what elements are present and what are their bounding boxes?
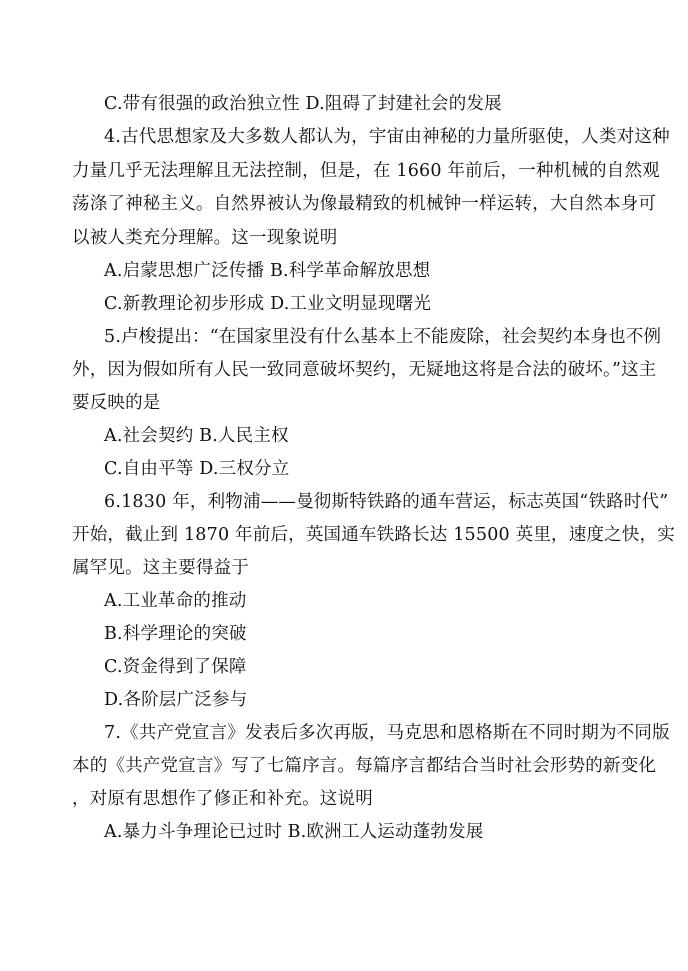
question-6-line-1: 6.1830 年，利物浦——曼彻斯特铁路的通车营运，标志英国“铁路时代” (104, 492, 669, 512)
option-q6-a: A.工业革命的推动 (104, 591, 247, 611)
option-q6-d: D.各阶层广泛参与 (104, 690, 248, 710)
option-line-q3-cd: C.带有很强的政治独立性 D.阻碍了封建社会的发展 (104, 94, 502, 114)
question-5-line-1: 5.卢梭提出：“在国家里没有什么基本上不能废除，社会契约本身也不例 (104, 327, 662, 347)
question-7-line-3: ，对原有思想作了修正和补充。这说明 (72, 789, 373, 809)
option-line-q4-ab: A.启蒙思想广泛传播 B.科学革命解放思想 (104, 261, 431, 281)
question-4-line-3: 荡涤了神秘主义。自然界被认为像最精致的机械钟一样运转，大自然本身可 (72, 194, 657, 214)
question-4-line-2: 力量几乎无法理解且无法控制，但是，在 1660 年前后，一种机械的自然观 (72, 161, 660, 181)
question-4-line-4: 以被人类充分理解。这一现象说明 (72, 228, 338, 248)
option-q6-b: B.科学理论的突破 (104, 624, 247, 644)
question-6-line-3: 属罕见。这主要得益于 (72, 558, 249, 578)
question-4-line-1: 4.古代思想家及大多数人都认为，宇宙由神秘的力量所驱使，人类对这种 (104, 127, 670, 147)
question-5-line-2: 外，因为假如所有人民一致同意破坏契约，无疑地这将是合法的破坏。”这主 (72, 360, 657, 380)
option-q6-c: C.资金得到了保障 (104, 657, 247, 677)
question-5-line-3: 要反映的是 (72, 393, 161, 413)
option-line-q4-cd: C.新教理论初步形成 D.工业文明显现曙光 (104, 294, 432, 314)
question-7-line-2: 本的《共产党宣言》写了七篇序言。每篇序言都结合当时社会形势的新变化 (72, 756, 657, 776)
question-7-line-1: 7.《共产党宣言》发表后多次再版，马克思和恩格斯在不同时期为不同版 (104, 723, 670, 743)
option-line-q5-ab: A.社会契约 B.人民主权 (104, 426, 289, 446)
option-line-q5-cd: C.自由平等 D.三权分立 (104, 459, 290, 479)
option-line-q7-ab: A.暴力斗争理论已过时 B.欧洲工人运动蓬勃发展 (104, 822, 484, 842)
question-6-line-2: 开始，截止到 1870 年前后，英国通车铁路长达 15500 英里，速度之快，实 (72, 525, 675, 545)
